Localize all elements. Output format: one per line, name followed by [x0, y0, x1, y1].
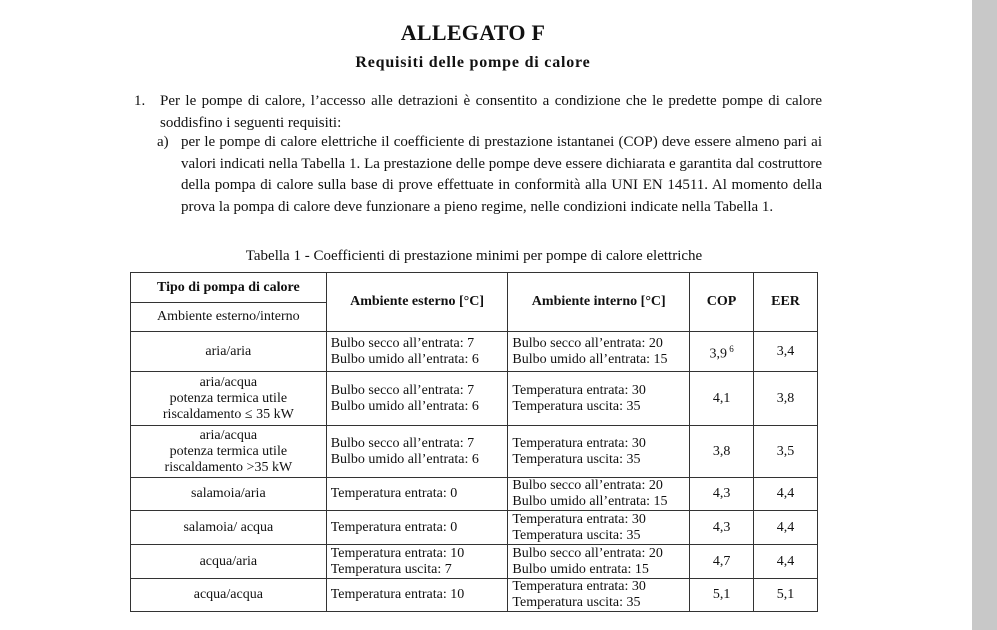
table-row — [131, 332, 818, 372]
cell-internal — [508, 579, 690, 612]
internal-line: Bulbo secco all’entrata: 20 — [512, 545, 663, 561]
internal-line: Bulbo secco all’entrata: 20 — [512, 335, 663, 351]
type-line: salamoia/ acqua — [183, 519, 274, 535]
table-row — [131, 426, 818, 478]
cell-internal — [508, 332, 690, 372]
internal-line: Temperatura uscita: 35 — [512, 527, 641, 543]
item-a-text: per le pompe di calore elettriche il coefficiente di prestazione istantanei (COP) deve essere almeno pari ai valori indicati nella Tabella 1. La prestazione delle pompe deve essere dichiarata e garantita dal costruttore della pompa di calore sulla base di prove effettuate in conformità alla UNI EN 14511. Al momento della prova la pompa di calore deve funzionare a pieno regime, nelle condizioni indicate nella Tabella 1. — [181, 134, 822, 215]
cell-type — [131, 478, 327, 511]
cop-value: 5,1 — [712, 587, 731, 602]
type-line: salamoia/aria — [191, 486, 266, 501]
cell-external — [326, 332, 508, 372]
cop-value: 4,7 — [712, 553, 731, 569]
header-internal: Ambiente interno [°C] — [508, 273, 690, 332]
cell-eer: 3,4 — [754, 332, 818, 372]
cell-eer: 4,4 — [754, 545, 818, 579]
scrollbar-thumb[interactable] — [975, 0, 994, 630]
type-line: potenza termica utile — [169, 390, 288, 406]
table-row — [131, 511, 818, 545]
cell-cop — [690, 579, 754, 612]
cell-cop — [690, 545, 754, 579]
internal-line: Temperatura uscita: 35 — [512, 595, 641, 610]
internal-line: Bulbo umido all’entrata: 15 — [512, 494, 668, 509]
header-external: Ambiente esterno [°C] — [326, 273, 508, 332]
cell-external — [326, 372, 508, 426]
type-line: riscaldamento >35 kW — [164, 459, 293, 475]
cop-value: 3,8 — [712, 443, 731, 459]
external-line: Bulbo umido all’entrata: 6 — [330, 398, 479, 414]
external-line: Bulbo umido all’entrata: 6 — [330, 351, 479, 367]
external-line: Temperatura uscita: 7 — [330, 561, 452, 577]
document-subtitle: Requisiti delle pompe di calore — [355, 54, 591, 71]
header-cop: COP — [690, 273, 754, 332]
cell-eer: 4,4 — [754, 511, 818, 545]
cell-external — [326, 579, 508, 612]
external-line: Temperatura entrata: 10 — [330, 545, 465, 561]
cell-eer: 3,5 — [754, 426, 818, 478]
cop-footnote-marker: 6 — [726, 343, 734, 354]
internal-line: Bulbo secco all’entrata: 20 — [512, 478, 663, 493]
cell-external — [326, 545, 508, 579]
item-1-text: Per le pompe di calore, l’accesso alle detrazioni è consentito a condizione che le predette pompe di calore soddisfino i seguenti requisiti: — [160, 93, 822, 131]
cell-type — [131, 372, 327, 426]
internal-line: Temperatura entrata: 30 — [512, 579, 646, 594]
internal-line: Bulbo umido entrata: 15 — [512, 561, 649, 577]
type-line: potenza termica utile — [169, 443, 288, 459]
type-line: riscaldamento ≤ 35 kW — [162, 406, 294, 422]
cell-cop — [690, 426, 754, 478]
cell-cop — [690, 372, 754, 426]
cell-internal — [508, 372, 690, 426]
header-eer: EER — [754, 273, 818, 332]
type-line: aria/aria — [205, 343, 252, 359]
type-line: acqua/acqua — [193, 587, 263, 602]
header-type-sub: Ambiente esterno/interno — [131, 303, 327, 332]
table-row — [131, 372, 818, 426]
external-line: Bulbo secco all’entrata: 7 — [330, 335, 475, 351]
type-line: acqua/aria — [199, 553, 258, 569]
table-row — [131, 545, 818, 579]
cell-type — [131, 332, 327, 372]
internal-line: Temperatura uscita: 35 — [512, 398, 641, 414]
type-line: aria/acqua — [199, 427, 258, 443]
table-row — [131, 478, 818, 511]
cell-type — [131, 579, 327, 612]
internal-line: Temperatura entrata: 30 — [512, 435, 646, 451]
header-type: Tipo di pompa di calore — [131, 273, 327, 303]
cop-value: 4,3 — [712, 519, 731, 535]
cell-type — [131, 511, 327, 545]
cell-internal — [508, 545, 690, 579]
type-line: aria/acqua — [199, 374, 258, 390]
cell-external — [326, 511, 508, 545]
internal-line: Temperatura entrata: 30 — [512, 382, 646, 398]
table-row — [131, 579, 818, 612]
cell-type — [131, 426, 327, 478]
external-line: Temperatura entrata: 0 — [330, 519, 458, 535]
table-caption: Tabella 1 - Coefficienti di prestazione minimi per pompe di calore elettriche — [245, 248, 703, 264]
document-title: ALLEGATO F — [400, 20, 546, 45]
item-a-letter: a) — [157, 134, 169, 150]
external-line: Bulbo secco all’entrata: 7 — [330, 382, 475, 398]
external-line: Bulbo umido all’entrata: 6 — [330, 451, 479, 467]
internal-line: Bulbo umido all’entrata: 15 — [512, 351, 668, 367]
cop-value: 4,3 — [712, 486, 731, 501]
cop-value: 4,1 — [712, 390, 731, 406]
cell-eer: 3,8 — [754, 372, 818, 426]
cell-external — [326, 426, 508, 478]
cell-eer: 5,1 — [754, 579, 818, 612]
cell-cop — [690, 511, 754, 545]
cell-cop — [690, 332, 754, 372]
cell-internal — [508, 426, 690, 478]
external-line: Bulbo secco all’entrata: 7 — [330, 435, 475, 451]
internal-line: Temperatura uscita: 35 — [512, 451, 641, 467]
item-1-number: 1. — [134, 93, 146, 109]
internal-line: Temperatura entrata: 30 — [512, 511, 646, 527]
external-line: Temperatura entrata: 0 — [330, 486, 458, 501]
cell-type — [131, 545, 327, 579]
cell-cop — [690, 478, 754, 511]
table-body — [131, 332, 818, 612]
external-line: Temperatura entrata: 10 — [330, 587, 465, 602]
cell-external — [326, 478, 508, 511]
cell-internal — [508, 478, 690, 511]
vertical-scrollbar[interactable] — [972, 0, 997, 630]
cell-internal — [508, 511, 690, 545]
cell-eer: 4,4 — [754, 478, 818, 511]
heat-pump-table — [130, 272, 818, 612]
cop-value: 3,9 — [709, 346, 727, 362]
